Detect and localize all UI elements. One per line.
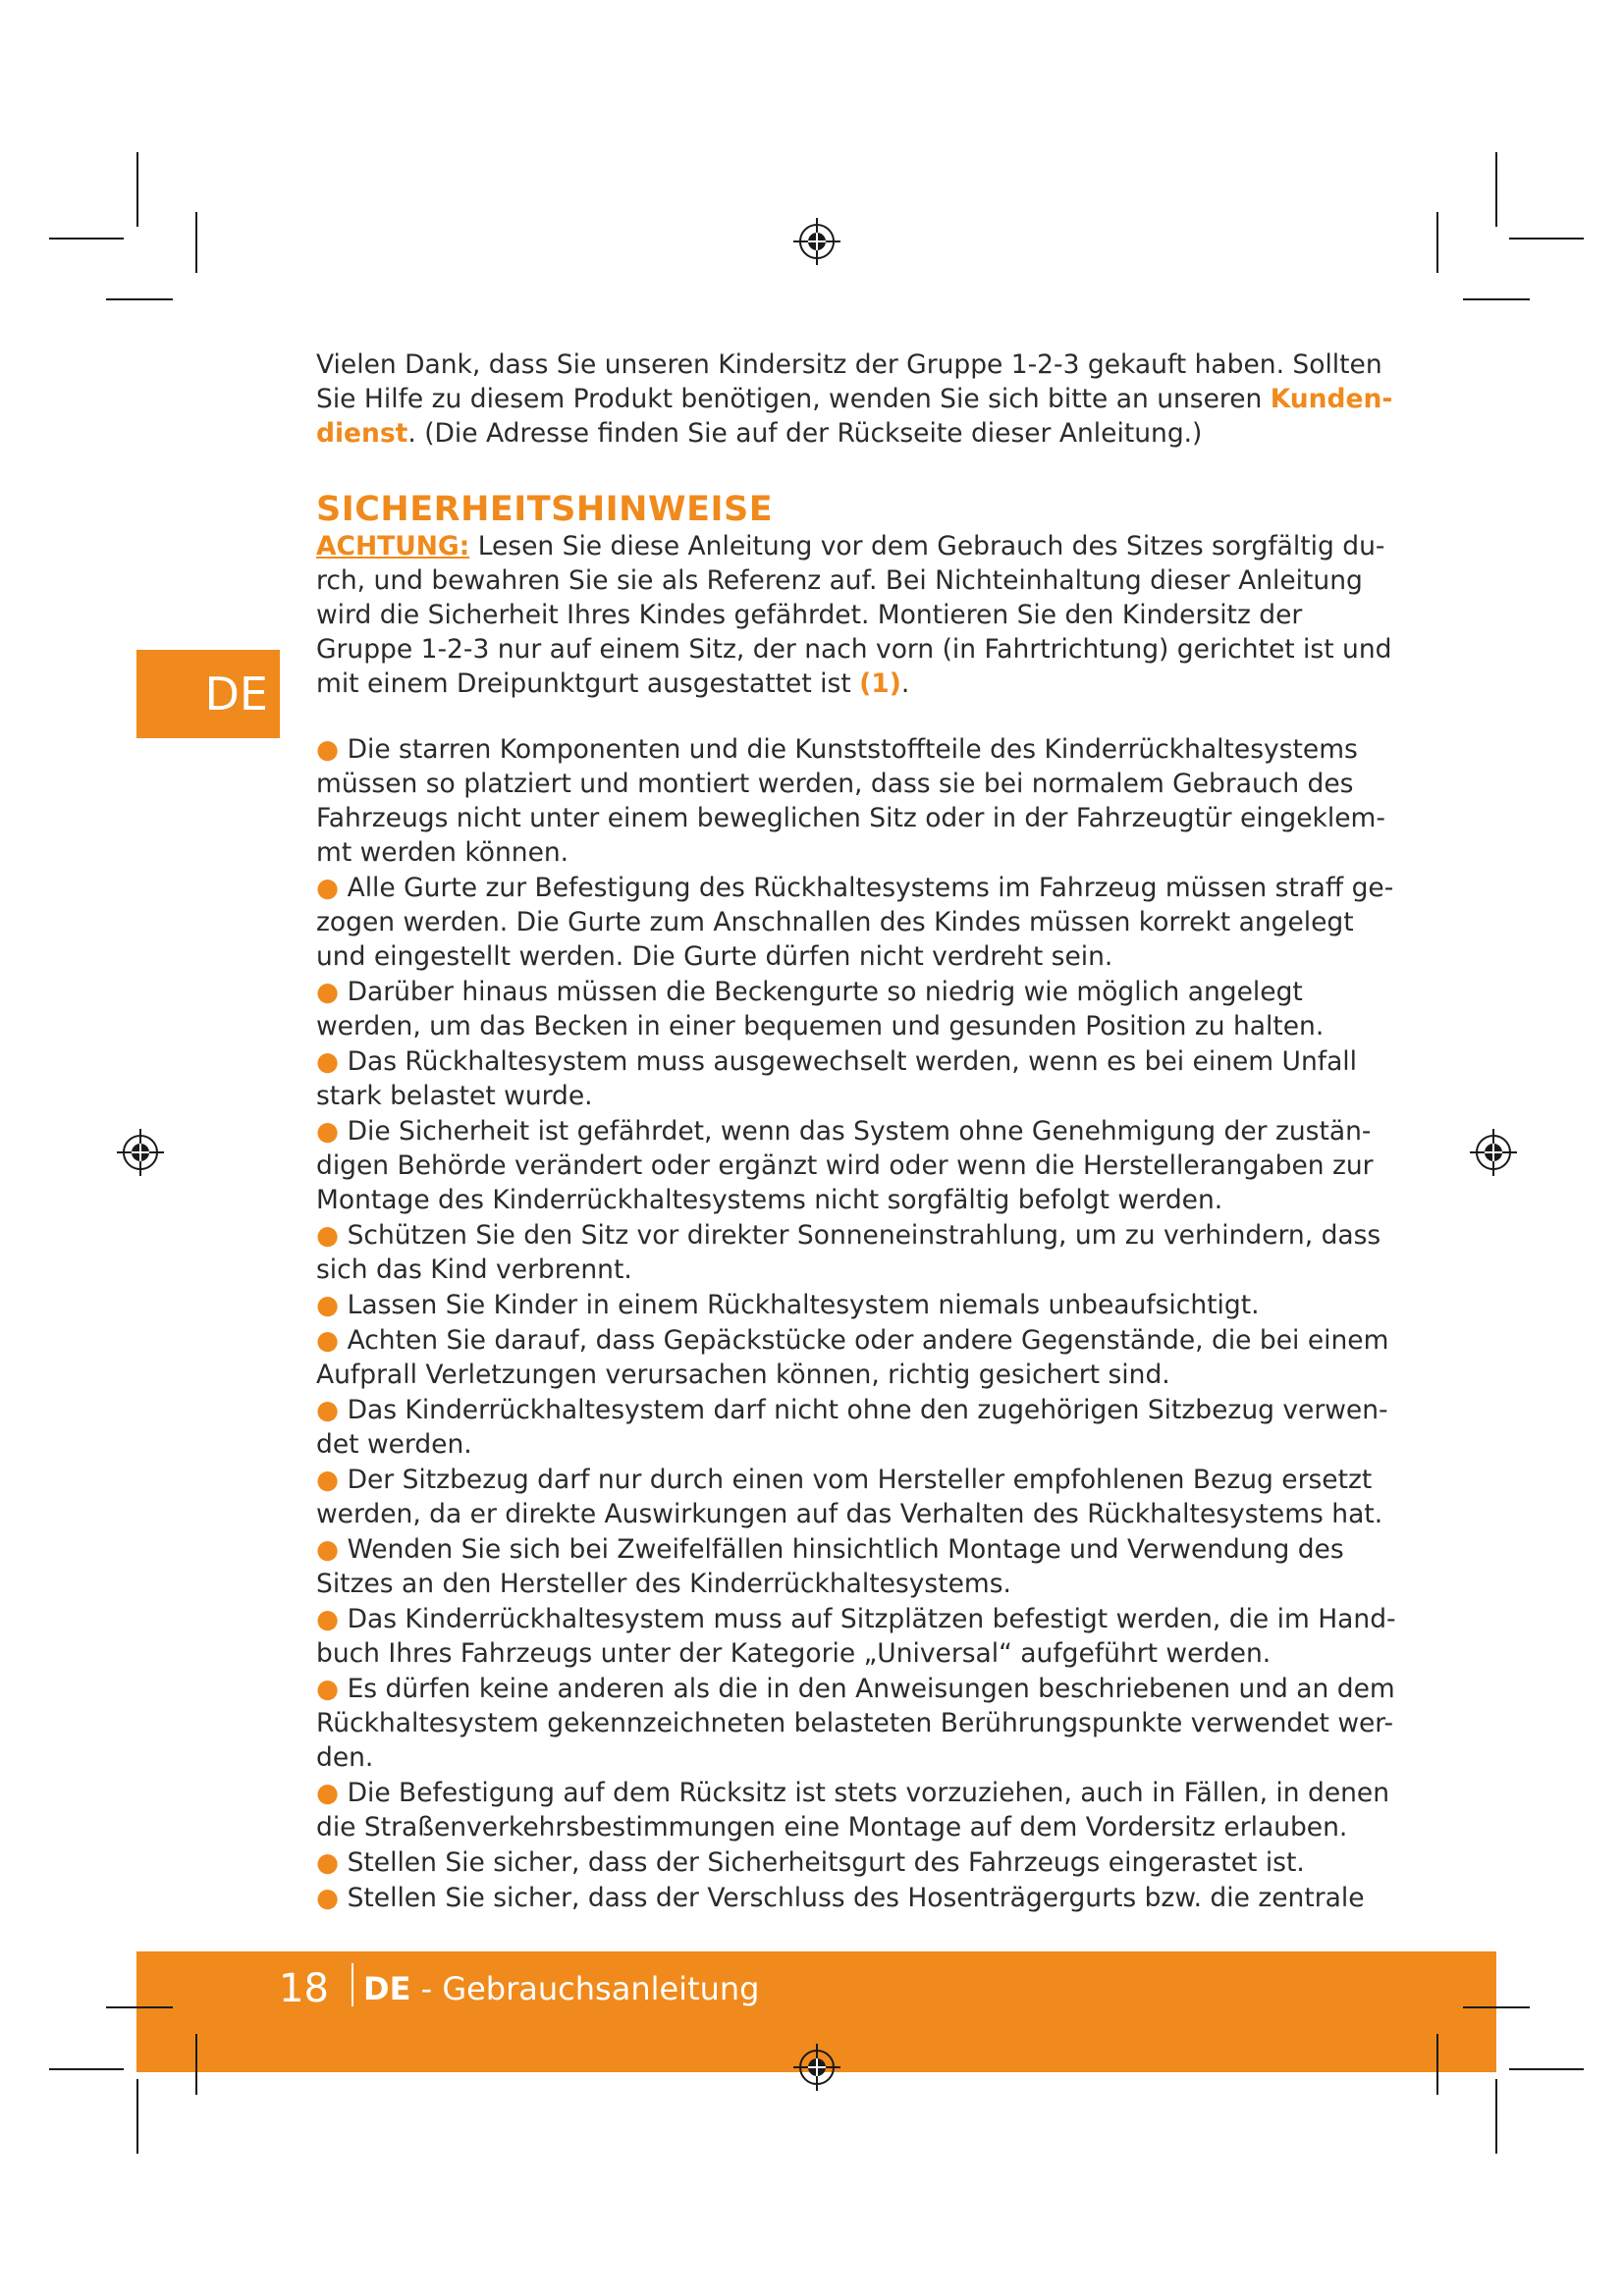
warning-label: ACHTUNG: — [316, 531, 470, 561]
bullet-item — [316, 1114, 1404, 1217]
warning-text: Lesen Sie diese Anleitung vor dem Gebrauch des Sitzes sorgfältig du-rch, und bewahren Sie sie als Referenz auf. Bei Nichteinhaltung dieser Anleitung wird die Sicherheit Ihres Kindes gefährdet. Montieren Sie den Kindersitz der Gruppe 1-2-3 nur auf einem Sitz, der nach vorn (in Fahrtrichtung) gerichtet ist und mit einem Dreipunktgurt ausgestattet ist — [316, 531, 1392, 699]
crop-mark — [1463, 2006, 1530, 2008]
bullet-dot-icon: ● — [316, 1290, 340, 1320]
crop-mark — [195, 212, 197, 273]
bullet-item — [316, 732, 1404, 870]
footer-title — [363, 1965, 759, 2012]
bullet-dot-icon: ● — [316, 1847, 340, 1878]
crop-mark — [195, 2034, 197, 2095]
bullet-text: Die Befestigung auf dem Rücksitz ist stets vorzuziehen, auch in Fällen, in denen die Straßenverkehrsbestimmungen eine Montage auf dem Vordersitz erlauben. — [316, 1778, 1390, 1842]
footer-doc-title: - Gebrauchsanleitung — [410, 1970, 760, 2007]
registration-mark-icon — [1468, 1127, 1519, 1178]
crop-mark — [1436, 2034, 1438, 2095]
bullet-dot-icon: ● — [316, 977, 340, 1007]
bullet-item — [316, 1288, 1404, 1322]
bullet-text: Achten Sie darauf, dass Gepäckstücke oder andere Gegenstände, die bei einem Aufprall Verletzungen verursachen können, richtig gesichert sind. — [316, 1325, 1389, 1390]
crop-mark — [1436, 212, 1438, 273]
page-number: 18 — [279, 1966, 329, 2011]
crop-mark — [136, 152, 138, 227]
bullet-text: Die Sicherheit ist gefährdet, wenn das System ohne Genehmigung der zustän-digen Behörde verändert oder ergänzt wird oder wenn die Herstellerangaben zur Montage des Kinderrückhaltesystems nicht sorgfältig befolgt werden. — [316, 1116, 1374, 1215]
registration-mark-icon — [115, 1127, 166, 1178]
bullet-text: Das Kinderrückhaltesystem muss auf Sitzplätzen befestigt werden, die im Hand-buch Ihres Fahrzeugs unter der Kategorie „Universal“ aufgeführt werden. — [316, 1604, 1396, 1669]
crop-mark — [1495, 2079, 1497, 2154]
bullet-dot-icon: ● — [316, 1534, 340, 1565]
safety-bullet-list — [316, 732, 1404, 1915]
page-content — [316, 347, 1404, 1916]
bullet-item — [316, 1218, 1404, 1287]
bullet-text: Lassen Sie Kinder in einem Rückhaltesystem niemals unbeaufsichtigt. — [347, 1290, 1260, 1320]
bullet-item — [316, 975, 1404, 1043]
bullet-item — [316, 1672, 1404, 1775]
crop-mark — [49, 2068, 124, 2070]
crop-mark — [106, 298, 173, 300]
bullet-dot-icon: ● — [316, 1465, 340, 1495]
bullet-text: Der Sitzbezug darf nur durch einen vom Hersteller empfohlenen Bezug ersetzt werden, da er direkte Auswirkungen auf das Verhalten des Rückhaltesystems hat. — [316, 1465, 1383, 1529]
bullet-dot-icon: ● — [316, 873, 340, 903]
footer-lang: DE — [363, 1970, 411, 2007]
bullet-item — [316, 1463, 1404, 1531]
bullet-item — [316, 1776, 1404, 1844]
crop-mark — [1495, 152, 1497, 227]
bullet-dot-icon: ● — [316, 1046, 340, 1077]
bullet-item — [316, 871, 1404, 974]
crop-mark — [1509, 238, 1584, 240]
crop-mark — [106, 2006, 173, 2008]
section-heading: SICHERHEITSHINWEISE — [316, 490, 774, 529]
bullet-text: Stellen Sie sicher, dass der Sicherheitsgurt des Fahrzeugs eingerastet ist. — [347, 1847, 1305, 1878]
crop-mark — [1463, 298, 1530, 300]
bullet-text: Alle Gurte zur Befestigung des Rückhaltesystems im Fahrzeug müssen straff ge-zogen werden. Die Gurte zum Anschnallen des Kindes müssen korrekt angelegt und eingestellt werden. Die Gurte dürfen nicht verdreht sein. — [316, 873, 1394, 972]
warning-end: . — [900, 668, 910, 699]
bullet-dot-icon: ● — [316, 734, 340, 765]
bullet-text: Es dürfen keine anderen als die in den Anweisungen beschriebenen und an dem Rückhaltesystem gekennzeichneten belasteten Berührungspunkte verwendet wer-den. — [316, 1674, 1395, 1773]
bullet-text: Das Rückhaltesystem muss ausgewechselt werden, wenn es bei einem Unfall stark belastet wurde. — [316, 1046, 1358, 1111]
bullet-text: Die starren Komponenten und die Kunststoffteile des Kinderrückhaltesystems müssen so platziert und montiert werden, dass sie bei normalem Gebrauch des Fahrzeugs nicht unter einem beweglichen Sitz oder in der Fahrzeugtür eingeklem-mt werden können. — [316, 734, 1385, 868]
customer-service-link[interactable]: Kunden-dienst — [316, 384, 1393, 449]
bullet-dot-icon: ● — [316, 1220, 340, 1251]
intro-text: Vielen Dank, dass Sie unseren Kindersitz der Gruppe 1-2-3 gekauft haben. Sollten Sie Hilfe zu diesem Produkt benötigen, wenden Sie sich bitte an unseren — [316, 349, 1382, 414]
bullet-dot-icon: ● — [316, 1674, 340, 1704]
bullet-dot-icon: ● — [316, 1325, 340, 1356]
bullet-item — [316, 1323, 1404, 1392]
bullet-dot-icon: ● — [316, 1883, 340, 1913]
crop-mark — [49, 238, 124, 240]
bullet-item — [316, 1881, 1404, 1915]
footer-separator — [352, 1963, 353, 2006]
bullet-text: Stellen Sie sicher, dass der Verschluss des Hosenträgergurts bzw. die zentrale — [347, 1883, 1365, 1913]
intro-paragraph — [316, 347, 1404, 451]
bullet-dot-icon: ● — [316, 1778, 340, 1808]
bullet-text: Wenden Sie sich bei Zweifelfällen hinsichtlich Montage und Verwendung des Sitzes an den Hersteller des Kinderrückhaltesystems. — [316, 1534, 1344, 1599]
bullet-item — [316, 1532, 1404, 1601]
bullet-dot-icon: ● — [316, 1395, 340, 1425]
registration-mark-icon — [791, 216, 842, 267]
bullet-dot-icon: ● — [316, 1116, 340, 1147]
crop-mark — [1509, 2068, 1584, 2070]
bullet-text: Das Kinderrückhaltesystem darf nicht ohne den zugehörigen Sitzbezug verwen-det werden. — [316, 1395, 1388, 1460]
intro-text-end: . (Die Adresse finden Sie auf der Rückseite dieser Anleitung.) — [407, 418, 1203, 449]
bullet-item — [316, 1845, 1404, 1880]
bullet-text: Schützen Sie den Sitz vor direkter Sonneneinstrahlung, um zu verhindern, dass sich das Kind verbrennt. — [316, 1220, 1381, 1285]
bullet-text: Darüber hinaus müssen die Beckengurte so niedrig wie möglich angelegt werden, um das Becken in einer bequemen und gesunden Position zu halten. — [316, 977, 1325, 1041]
warning-paragraph — [316, 529, 1404, 701]
bullet-item — [316, 1044, 1404, 1113]
figure-reference: (1) — [859, 668, 901, 699]
language-tab: DE — [136, 650, 280, 738]
crop-mark — [136, 2079, 138, 2154]
registration-mark-icon — [791, 2042, 842, 2093]
bullet-item — [316, 1393, 1404, 1462]
bullet-dot-icon: ● — [316, 1604, 340, 1634]
bullet-item — [316, 1602, 1404, 1671]
